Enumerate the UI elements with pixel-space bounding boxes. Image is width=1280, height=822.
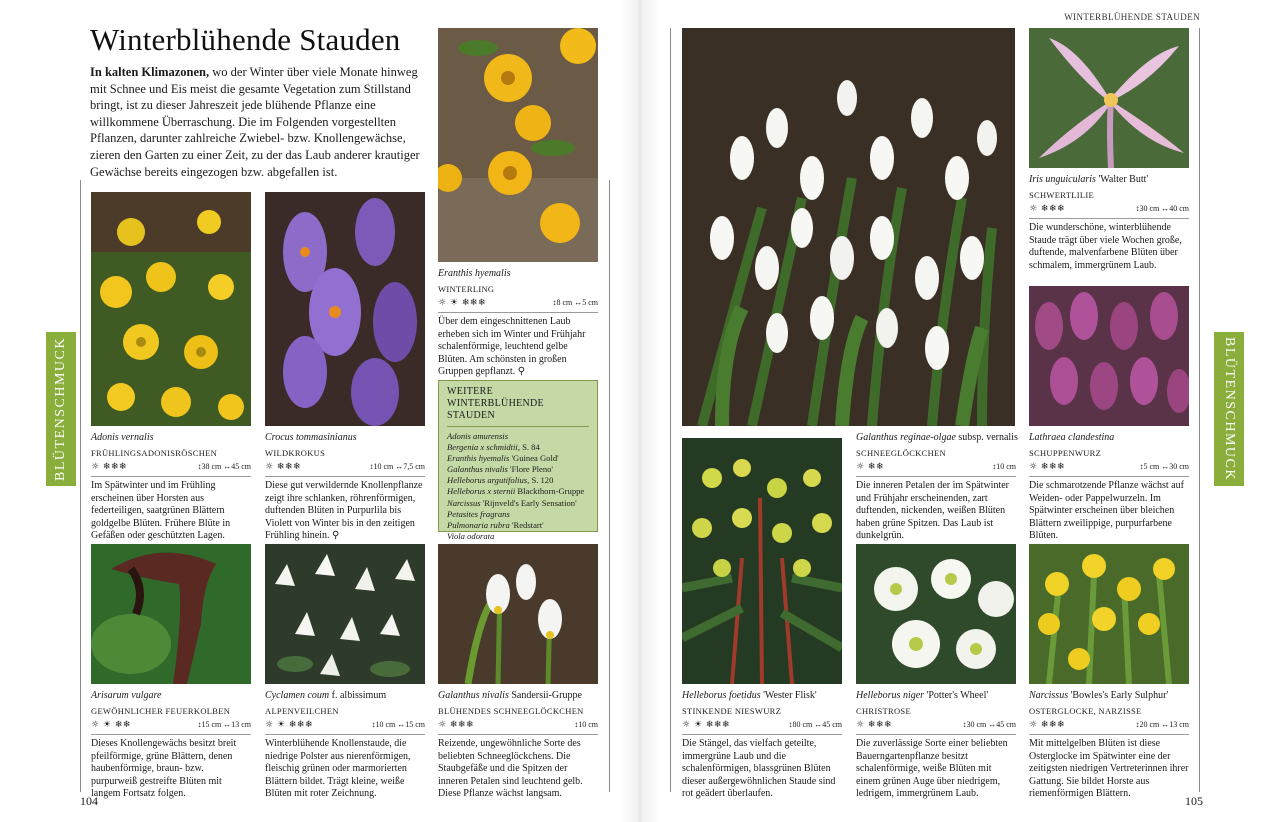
- plant-common-name: SCHWERTLILIE: [1029, 190, 1094, 200]
- plant-size: ↕30 cm ↔40 cm: [1135, 204, 1189, 213]
- entry-galanthus-reginae-olgae: [856, 432, 1026, 543]
- hardiness-icons: ☼ ☀ ❄❄❄: [682, 720, 730, 730]
- plant-size: ↕10 cm: [992, 462, 1016, 471]
- plant-size: ↕8 cm ↔5 cm: [552, 298, 598, 307]
- plant-latin-name: Galanthus reginae-olgae subsp. vernalis: [856, 432, 1018, 443]
- plant-common-name: ALPENVEILCHEN: [265, 706, 339, 716]
- plant-meta: [1029, 203, 1189, 219]
- entry-galanthus-nivalis: [438, 690, 598, 801]
- plant-latin-name: Lathraea clandestina: [1029, 432, 1115, 443]
- plant-common-name: GEWÖHNLICHER FEUERKOLBEN: [91, 706, 231, 716]
- right-page: [640, 0, 1280, 822]
- running-head: WINTERBLÜHENDE STAUDEN: [1064, 12, 1200, 22]
- plant-common-name: FRÜHLINGSADONISRÖSCHEN: [91, 448, 218, 458]
- plant-meta: [91, 461, 251, 477]
- plant-description: Die schmarotzende Pflanze wächst auf Weiden- oder Pappelwurzeln. Im Spätwinter erscheinen über bleichen Blättern zweilippige, purpurfarbene Blüten.: [1029, 480, 1184, 542]
- side-tab-label: BLÜTENSCHMUCK: [53, 337, 68, 481]
- photo-lathraea-clandestina: [1029, 286, 1189, 426]
- entry-lathraea-clandestina: [1029, 432, 1189, 543]
- plant-description: Dieses Knollengewächs besitzt breit pfeilförmige, grüne Blättern, denen haubenförmige, braun- bzw. purpurweiß gestreifte Blüten mit langem Fortsatz folgen.: [91, 738, 237, 800]
- intro-paragraph: [90, 64, 425, 180]
- hardiness-icons: ☼ ☀ ❄❄❄: [265, 720, 313, 730]
- plant-common-name: STINKENDE NIESWURZ: [682, 706, 782, 716]
- entry-crocus-tommasinianus: [265, 432, 425, 543]
- page-title: Winterblühende Stauden: [90, 22, 401, 57]
- hardiness-icons: ☼ ❄❄❄: [1029, 462, 1066, 472]
- plant-meta: [265, 461, 425, 477]
- right-margin-rule: [1199, 28, 1200, 792]
- hardiness-icons: ☼ ☀ ❄❄❄: [438, 298, 486, 308]
- plant-meta: [91, 719, 251, 735]
- more-plants-item: Narcissus 'Rijnveld's Early Sensation': [447, 497, 577, 508]
- hardiness-icons: ☼ ❄❄❄: [1029, 204, 1066, 214]
- entry-helleborus-foetidus: [682, 690, 842, 801]
- more-plants-box: [438, 380, 598, 541]
- plant-latin-name: Cyclamen coum f. albissimum: [265, 690, 387, 701]
- plant-size: ↕20 cm ↔13 cm: [1135, 720, 1189, 729]
- hardiness-icons: ☼ ❄❄❄: [856, 720, 893, 730]
- plant-size: ↕10 cm ↔15 cm: [371, 720, 425, 729]
- photo-helleborus-foetidus: [682, 438, 842, 684]
- plant-size: ↕10 cm ↔7,5 cm: [369, 462, 425, 471]
- plant-meta: [856, 719, 1016, 735]
- plant-common-name: WINTERLING: [438, 284, 495, 294]
- plant-description: Im Spätwinter und im Frühling erscheinen über Horsten aus federteiligen, saatgrünen Blättern goldgelbe Blüten. Frühere Blüte in Gefäßen oder geschützten Lagen.: [91, 480, 231, 542]
- entry-helleborus-niger: [856, 690, 1016, 801]
- plant-description: Über dem eingeschnittenen Laub erheben sich im Winter und Frühjahr schalenförmige, leuchtend gelbe Blüten. Am schönsten in großen Gruppen gepflanzt. ⚲: [438, 316, 586, 378]
- more-plants-item: Pulmonaria rubra 'Redstart': [447, 519, 544, 530]
- intro-text: wo der Winter über viele Monate hinweg mit Schnee und Eis meist die gesamte Vegetation zum Stillstand bringt, ist zu dieser Jahreszeit jede blühende Pflanze eine willkommene Überraschung. Die im Folgenden vorgestellten Pflanzen, darunter zahlreiche Zwiebel- bzw. Knollengewächse, zieren den Garten zu einer Zeit, zu der das Laub anderer krautiger Gewächse bereits eingezogen bzw. abgefallen ist.: [90, 65, 420, 179]
- more-plants-item: Eranthis hyemalis 'Guinea Gold': [447, 453, 559, 464]
- plant-common-name: WILDKROKUS: [265, 448, 326, 458]
- plant-common-name: SCHUPPENWURZ: [1029, 448, 1102, 458]
- more-plants-item: Galanthus nivalis 'Flore Pleno': [447, 464, 553, 475]
- photo-cyclamen-coum: [265, 544, 425, 684]
- plant-size: ↕10 cm: [574, 720, 598, 729]
- plant-size: ↕30 cm ↔45 cm: [962, 720, 1016, 729]
- plant-latin-name: Helleborus foetidus 'Wester Flisk': [682, 690, 817, 701]
- photo-galanthus-reginae-olgae: [682, 28, 1015, 426]
- intro-lead: In kalten Klimazonen,: [90, 65, 210, 79]
- plant-description: Reizende, ungewöhnliche Sorte des beliebten Schneeglöckchens. Die Staubgefäße und die Spitzen der inneren Petalen sind leuchtend gelb. Diese Pflanze wächst langsam.: [438, 738, 583, 800]
- plant-common-name: SCHNEEGLÖCKCHEN: [856, 448, 946, 458]
- plant-meta: [856, 461, 1016, 477]
- plant-meta: [265, 719, 425, 735]
- plant-size: ↕15 cm ↔13 cm: [197, 720, 251, 729]
- more-plants-item: Bergenia x schmidtii, S. 84: [447, 442, 540, 453]
- plant-common-name: OSTERGLOCKE, NARZISSE: [1029, 706, 1142, 716]
- photo-narcissus: [1029, 544, 1189, 684]
- more-plants-item: Adonis amurensis: [447, 431, 509, 441]
- photo-adonis-vernalis: [91, 192, 251, 426]
- plant-size: ↕5 cm ↔30 cm: [1139, 462, 1189, 471]
- plant-meta: [1029, 461, 1189, 477]
- plant-meta: [682, 719, 842, 735]
- photo-galanthus-nivalis: [438, 544, 598, 684]
- page-number-left: 104: [80, 794, 98, 808]
- more-plants-item: Viola odorata: [447, 530, 495, 541]
- hardiness-icons: ☼ ❄❄❄: [438, 720, 475, 730]
- hardiness-icons: ☼ ❄❄❄: [265, 462, 302, 472]
- plant-size: ↕38 cm ↔45 cm: [197, 462, 251, 471]
- hardiness-icons: ☼ ❄❄: [856, 462, 885, 472]
- plant-latin-name: Adonis vernalis: [91, 432, 154, 443]
- photo-arisarum-vulgare: [91, 544, 251, 684]
- plant-description: Diese gut verwildernde Knollenpflanze zeigt ihre schlanken, röhrenförmigen, duftenden Blüten in Purpurlila bis Violett von Winter bis in den zeitigen Frühling hinein. ⚲: [265, 480, 423, 542]
- photo-eranthis-hyemalis: [438, 28, 598, 262]
- plant-latin-name: Eranthis hyemalis: [438, 268, 511, 279]
- more-plants-item: Helleborus x sternii Blackthorn-Gruppe: [447, 486, 585, 497]
- entry-cyclamen-coum: [265, 690, 425, 801]
- plant-description: Winterblühende Knollenstaude, die niedrige Polster aus nierenförmigen, fleischig grünen oder marmorierten Blättern bildet. Trägt kleine, weiße Blüten mit roter Zeichnung.: [265, 738, 411, 800]
- plant-meta: [438, 719, 598, 735]
- hardiness-icons: ☼ ☀ ❄❄: [91, 720, 131, 730]
- plant-latin-name: Galanthus nivalis Sandersii-Gruppe: [438, 690, 582, 701]
- side-tab-left: [46, 332, 76, 486]
- page-number-right: 105: [1185, 794, 1203, 808]
- plant-latin-name: Iris unguicularis 'Walter Butt': [1029, 174, 1149, 185]
- entry-arisarum-vulgare: [91, 690, 251, 801]
- plant-meta: [1029, 719, 1189, 735]
- plant-latin-name: Narcissus 'Bowles's Early Sulphur': [1029, 690, 1169, 701]
- entry-adonis-vernalis: [91, 432, 251, 543]
- more-plants-item: Helleborus argutifolius, S. 120: [447, 475, 554, 486]
- more-plants-title: WEITERE WINTERBLÜHENDE STAUDEN: [447, 386, 589, 427]
- left-margin-rule: [80, 180, 81, 792]
- plant-latin-name: Arisarum vulgare: [91, 690, 162, 701]
- photo-helleborus-niger: [856, 544, 1016, 684]
- hardiness-icons: ☼ ❄❄❄: [91, 462, 128, 472]
- plant-common-name: BLÜHENDES SCHNEEGLÖCKCHEN: [438, 706, 584, 716]
- hardiness-icons: ☼ ❄❄❄: [1029, 720, 1066, 730]
- plant-meta: [438, 297, 598, 313]
- plant-description: Die zuverlässige Sorte einer beliebten Bauerngartenpflanze besitzt schalenförmige, weiße Blüten mit einem grünen Auge über niedrigem, ledrigem, immergrünem Laub.: [856, 738, 1008, 800]
- photo-iris-unguicularis: [1029, 28, 1189, 168]
- plant-size: ↕80 cm ↔45 cm: [788, 720, 842, 729]
- left-gutter-rule: [609, 180, 610, 792]
- entry-narcissus: [1029, 690, 1189, 801]
- photo-crocus-tommasinianus: [265, 192, 425, 426]
- plant-description: Die inneren Petalen der im Spätwinter und Frühjahr erscheinenden, zart duftenden, nickenden, weißen Blüten haben grüne Spitzen. Das Laub ist dunkelgrün.: [856, 480, 1010, 542]
- entry-iris-unguicularis: [1029, 174, 1189, 272]
- plant-common-name: CHRISTROSE: [856, 706, 911, 716]
- entry-eranthis-hyemalis: [438, 268, 598, 379]
- more-plants-item: Petasites fragrans: [447, 508, 510, 519]
- plant-description: Die wunderschöne, winterblühende Staude trägt über viele Wochen große, duftende, malvenfarbene Blüten über schmalem, immergrünem Laub.: [1029, 222, 1182, 271]
- plant-latin-name: Crocus tommasinianus: [265, 432, 357, 443]
- right-gutter-rule: [670, 28, 671, 792]
- plant-description: Mit mittelgelben Blüten ist diese Osterglocke im Spätwinter eine der zeitigsten niedrigen Vertreterinnen ihrer Gattung. Sie bildet Horste aus riemenförmigen Blättern.: [1029, 738, 1189, 800]
- plant-description: Die Stängel, das vielfach geteilte, immergrüne Laub und die schalenförmigen, blassgrünen Blüten dieser außergewöhnlichen Staude sind rot geädert überlaufen.: [682, 738, 836, 800]
- side-tab-right: [1214, 332, 1244, 486]
- side-tab-label: BLÜTENSCHMUCK: [1222, 337, 1237, 481]
- plant-latin-name: Helleborus niger 'Potter's Wheel': [856, 690, 989, 701]
